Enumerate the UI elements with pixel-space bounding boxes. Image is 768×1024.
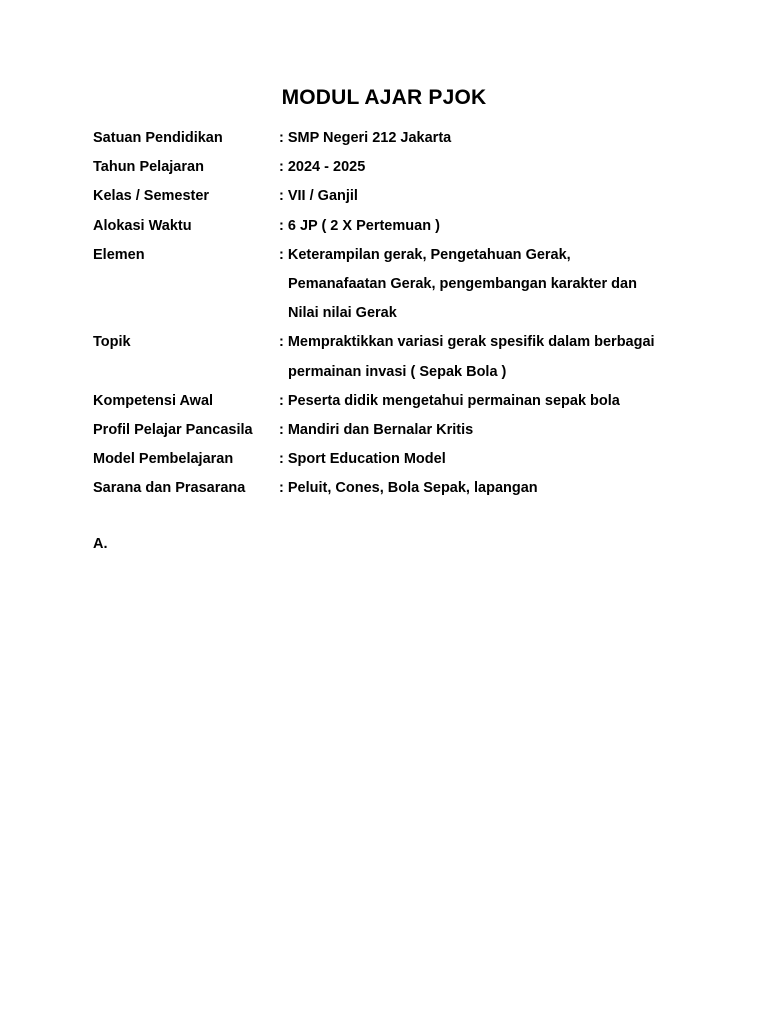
info-label: Topik <box>93 334 131 351</box>
info-label: Profil Pelajar Pancasila <box>93 422 253 439</box>
section-marker: A. <box>93 536 108 552</box>
info-value-line: : 2024 - 2025 <box>279 159 366 176</box>
info-value-line: Pemanafaatan Gerak, pengembangan karakter dan <box>288 276 637 293</box>
info-row-topik <box>93 328 713 386</box>
info-label: Sarana dan Prasarana <box>93 480 246 497</box>
info-row-model-pembelajaran <box>93 445 713 474</box>
info-value <box>279 474 713 503</box>
info-value-line: : Peluit, Cones, Bola Sepak, lapangan <box>279 480 538 497</box>
info-row-kelas-semester <box>93 182 713 211</box>
info-value <box>279 182 713 211</box>
info-value <box>279 416 713 445</box>
info-value-line: : 6 JP ( 2 X Pertemuan ) <box>279 217 440 234</box>
info-row-satuan-pendidikan <box>93 124 713 153</box>
info-value-line: : SMP Negeri 212 Jakarta <box>279 130 452 146</box>
info-table <box>93 124 713 504</box>
info-value-line: : VII / Ganjil <box>279 188 358 205</box>
info-label: Kelas / Semester <box>93 188 210 205</box>
info-value <box>279 153 713 182</box>
info-value-line: permainan invasi ( Sepak Bola ) <box>288 363 507 380</box>
info-row-alokasi-waktu <box>93 212 713 241</box>
info-value-line: : Peserta didik mengetahui permainan sepak bola <box>279 392 620 409</box>
info-value <box>279 212 713 241</box>
info-value-line: Nilai nilai Gerak <box>288 305 397 322</box>
info-value <box>279 124 713 153</box>
info-value <box>279 328 713 386</box>
info-value <box>279 241 713 329</box>
info-row-tahun-pelajaran <box>93 153 713 182</box>
info-value <box>279 387 713 416</box>
info-label: Tahun Pelajaran <box>93 159 204 176</box>
info-value <box>279 445 713 474</box>
info-row-sarana-prasarana <box>93 474 713 503</box>
info-value-line: : Sport Education Model <box>279 451 446 468</box>
info-label: Kompetensi Awal <box>93 392 214 409</box>
info-label: Elemen <box>93 246 145 263</box>
info-label: Model Pembelajaran <box>93 451 234 468</box>
info-row-kompetensi-awal <box>93 387 713 416</box>
info-value-line: : Mempraktikkan variasi gerak spesifik dalam berbagai <box>279 334 655 351</box>
info-row-profil-pelajar-pancasila <box>93 416 713 445</box>
document-title: MODUL AJAR PJOK <box>281 86 487 109</box>
info-value-line: : Keterampilan gerak, Pengetahuan Gerak, <box>279 246 571 263</box>
info-label: Satuan Pendidikan <box>93 130 223 146</box>
info-label: Alokasi Waktu <box>93 217 192 234</box>
info-value-line: : Mandiri dan Bernalar Kritis <box>279 422 474 439</box>
info-row-elemen <box>93 241 713 329</box>
